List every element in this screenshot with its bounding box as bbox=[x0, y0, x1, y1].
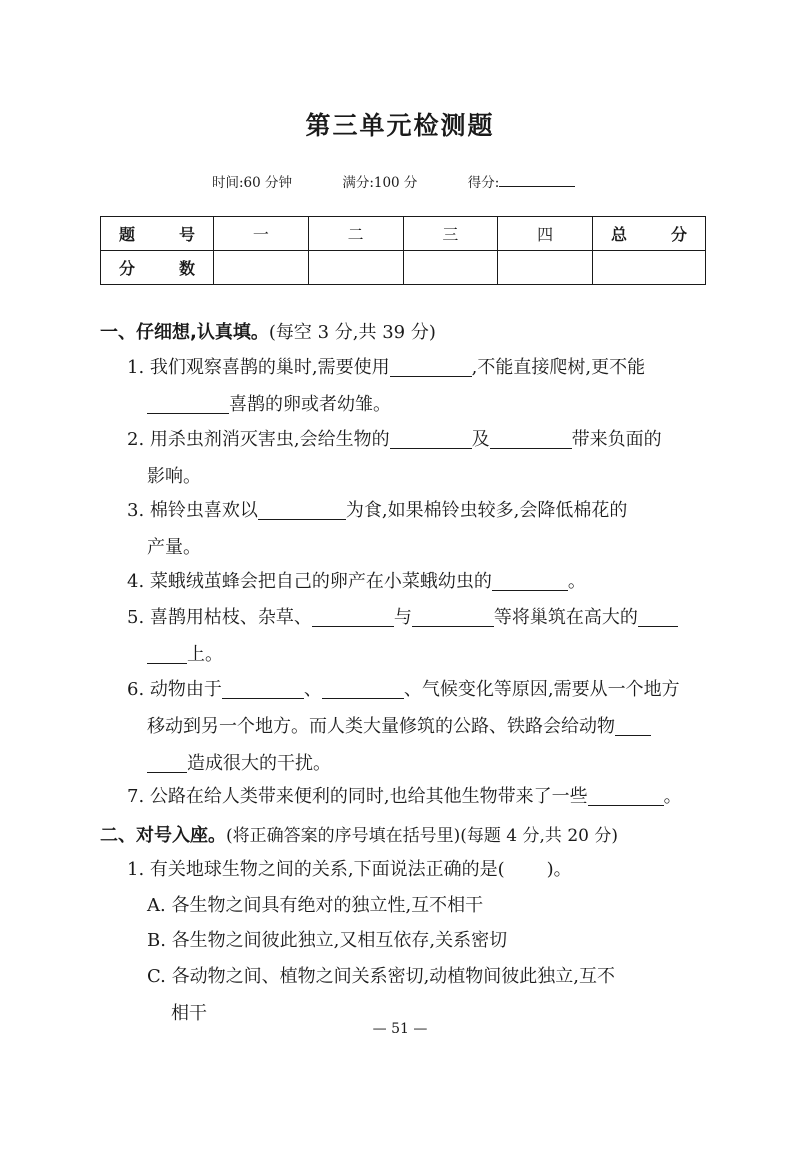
option-c: C. 各动物之间、植物之间关系密切,动植物间彼此独立,互不 相干 bbox=[147, 966, 616, 1024]
time-limit: 时间:60 分钟 bbox=[212, 175, 293, 191]
score-entry-cell[interactable] bbox=[308, 251, 403, 285]
score-entry-cell[interactable] bbox=[593, 251, 706, 285]
score-entry-cell[interactable] bbox=[403, 251, 498, 285]
answer-blank[interactable] bbox=[412, 604, 494, 627]
section-2-heading: 二、对号入座。(将正确答案的序号填在括号里)(每题 4 分,共 20 分) bbox=[100, 825, 618, 846]
question-1-5: 5. 喜鹊用枯枝、杂草、 与 等将巢筑在高大的 上。 bbox=[127, 599, 710, 673]
score-table-score-row bbox=[101, 251, 706, 285]
score-table-cell: 一 bbox=[214, 217, 309, 251]
answer-blank-continued[interactable] bbox=[147, 750, 187, 773]
score-entry-cell[interactable] bbox=[498, 251, 593, 285]
question-2-1: 1. 有关地球生物之间的关系,下面说法正确的是( )。 bbox=[127, 859, 572, 880]
answer-blank-continued[interactable] bbox=[147, 641, 187, 664]
answer-blank[interactable] bbox=[390, 354, 472, 377]
answer-blank[interactable] bbox=[147, 391, 229, 414]
section-1-note: (每空 3 分,共 39 分) bbox=[268, 322, 436, 343]
score-table-cell: 二 bbox=[308, 217, 403, 251]
score-field bbox=[468, 171, 576, 191]
answer-blank[interactable] bbox=[615, 713, 651, 736]
score-table-cell: 四 bbox=[498, 217, 593, 251]
answer-blank[interactable] bbox=[638, 604, 678, 627]
score-table-cell: 三 bbox=[403, 217, 498, 251]
answer-blank[interactable] bbox=[322, 676, 404, 699]
score-table-cell: 总 分 bbox=[593, 217, 706, 251]
page-number: — 51 — bbox=[372, 1021, 428, 1037]
answer-blank[interactable] bbox=[492, 568, 568, 591]
answer-blank[interactable] bbox=[490, 426, 572, 449]
score-table bbox=[100, 216, 706, 285]
score-table-header-row bbox=[101, 217, 706, 251]
question-1-1: 1. 我们观察喜鹊的巢时,需要使用 ,不能直接爬树,更不能 喜鹊的卵或者幼雏。 bbox=[127, 349, 710, 423]
section-1-heading: 一、仔细想,认真填。(每空 3 分,共 39 分) bbox=[100, 322, 436, 343]
answer-blank[interactable] bbox=[312, 604, 394, 627]
option-b: B. 各生物之间彼此独立,又相互依存,关系密切 bbox=[147, 930, 508, 951]
question-1-6: 6. 动物由于 、 、气候变化等原因,需要从一个地方 移动到另一个地方。而人类大量修筑的公路、铁路会给动物 造成很大的干扰。 bbox=[127, 671, 710, 782]
question-1-7: 7. 公路在给人类带来便利的同时,也给其他生物带来了一些 。 bbox=[127, 778, 710, 815]
score-table-cell: 题 号 bbox=[101, 217, 214, 251]
question-1-2: 2. 用杀虫剂消灭害虫,会给生物的 及 带来负面的 影响。 bbox=[127, 421, 710, 495]
page-title: 第三单元检测题 bbox=[305, 111, 495, 140]
answer-blank[interactable] bbox=[588, 783, 664, 806]
score-table-cell: 分 数 bbox=[101, 251, 214, 285]
answer-blank[interactable] bbox=[258, 497, 346, 520]
score-blank[interactable] bbox=[499, 172, 575, 187]
score-entry-cell[interactable] bbox=[214, 251, 309, 285]
exam-meta bbox=[212, 171, 575, 191]
full-score: 满分:100 分 bbox=[342, 175, 418, 191]
answer-blank[interactable] bbox=[222, 676, 304, 699]
answer-blank[interactable] bbox=[390, 426, 472, 449]
question-1-3: 3. 棉铃虫喜欢以 为食,如果棉铃虫较多,会降低棉花的 产量。 bbox=[127, 492, 710, 566]
question-1-4: 4. 菜蛾绒茧蜂会把自己的卵产在小菜蛾幼虫的 。 bbox=[127, 563, 710, 600]
score-label: 得分: bbox=[467, 175, 500, 191]
section-2-note: (将正确答案的序号填在括号里)(每题 4 分,共 20 分) bbox=[226, 826, 618, 846]
option-a: A. 各生物之间具有绝对的独立性,互不相干 bbox=[147, 895, 484, 916]
